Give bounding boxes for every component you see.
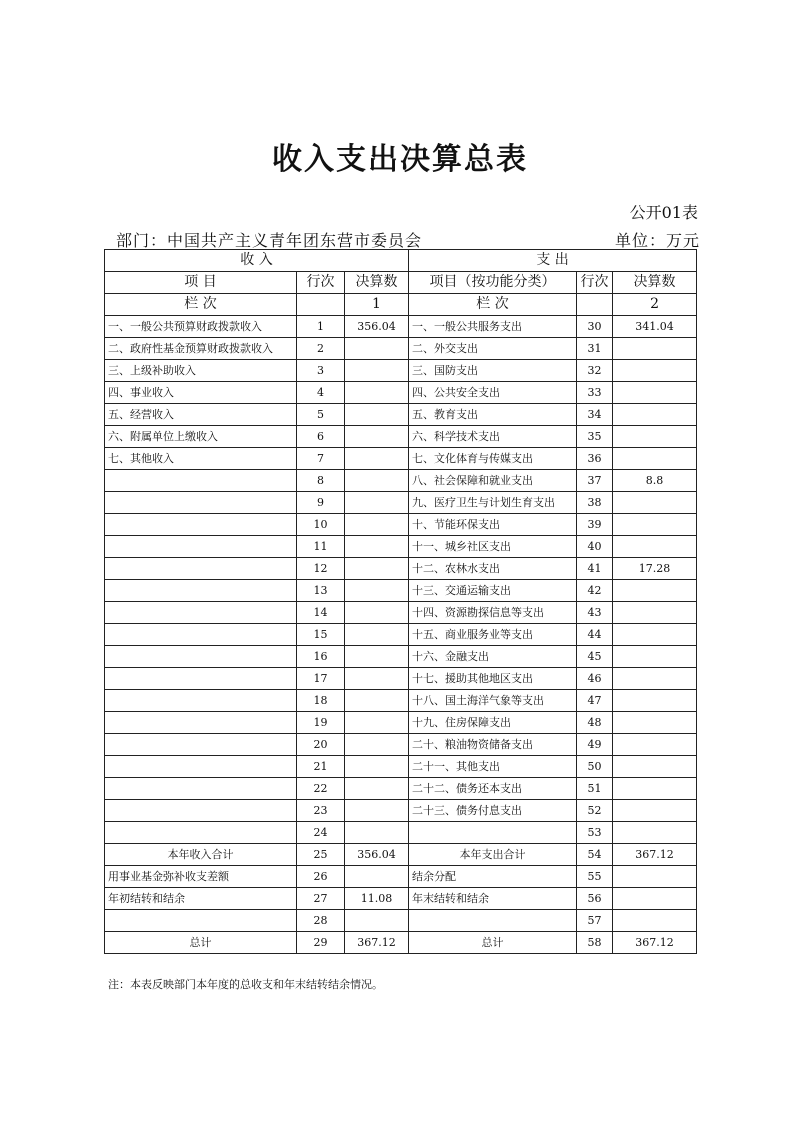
income-amount-cell: 367.12 — [345, 932, 409, 954]
income-amount-cell — [345, 734, 409, 756]
income-item-cell: 六、附属单位上缴收入 — [105, 426, 297, 448]
income-amount-cell — [345, 690, 409, 712]
expense-item-cell: 二十、粮油物资储备支出 — [409, 734, 577, 756]
table-row — [105, 910, 697, 932]
income-amount-cell — [345, 360, 409, 382]
col-index-label-right: 栏 次 — [409, 294, 577, 316]
expense-line-cell: 48 — [577, 712, 613, 734]
department-label: 部门：中国共产主义青年团东营市委员会 — [116, 231, 423, 250]
expense-line-cell: 36 — [577, 448, 613, 470]
income-line-cell: 5 — [297, 404, 345, 426]
expense-amount-cell — [613, 734, 697, 756]
col-index-empty — [297, 294, 345, 316]
income-item-cell: 二、政府性基金预算财政拨款收入 — [105, 338, 297, 360]
expense-amount-cell: 341.04 — [613, 316, 697, 338]
table-row — [105, 756, 697, 778]
expense-item-cell: 七、文化体育与传媒支出 — [409, 448, 577, 470]
income-line-cell: 25 — [297, 844, 345, 866]
expense-amount-cell — [613, 382, 697, 404]
table-row — [105, 404, 697, 426]
income-amount-cell — [345, 756, 409, 778]
table-row — [105, 602, 697, 624]
income-line-cell: 29 — [297, 932, 345, 954]
income-item-cell: 用事业基金弥补收支差额 — [105, 866, 297, 888]
income-amount-cell — [345, 404, 409, 426]
income-amount-cell — [345, 778, 409, 800]
income-item-cell: 三、上级补助收入 — [105, 360, 297, 382]
expense-item-cell: 八、社会保障和就业支出 — [409, 470, 577, 492]
section-header-row — [105, 250, 697, 272]
expense-amount-cell: 367.12 — [613, 844, 697, 866]
income-amount-cell — [345, 800, 409, 822]
table-row — [105, 514, 697, 536]
income-item-cell — [105, 668, 297, 690]
table-row — [105, 338, 697, 360]
expense-line-cell: 32 — [577, 360, 613, 382]
col-index-2: 2 — [613, 294, 697, 316]
meta-row — [116, 228, 700, 251]
expense-item-cell: 十一、城乡社区支出 — [409, 536, 577, 558]
expense-item-cell: 十九、住房保障支出 — [409, 712, 577, 734]
expense-line-cell: 49 — [577, 734, 613, 756]
expense-amount-cell — [613, 778, 697, 800]
expense-item-cell: 总计 — [409, 932, 577, 954]
income-line-cell: 15 — [297, 624, 345, 646]
income-line-cell: 21 — [297, 756, 345, 778]
table-row — [105, 822, 697, 844]
expense-item-cell: 十、节能环保支出 — [409, 514, 577, 536]
income-amount-cell — [345, 624, 409, 646]
expense-line-cell: 42 — [577, 580, 613, 602]
table-row — [105, 888, 697, 910]
expense-amount-cell — [613, 580, 697, 602]
expense-amount-cell — [613, 404, 697, 426]
column-header-row — [105, 272, 697, 294]
summary-table-body — [105, 250, 697, 954]
income-item-cell — [105, 536, 297, 558]
expense-line-cell: 52 — [577, 800, 613, 822]
expense-line-cell: 53 — [577, 822, 613, 844]
income-amount-cell — [345, 338, 409, 360]
income-amount-cell — [345, 536, 409, 558]
income-amount-cell — [345, 470, 409, 492]
table-row — [105, 778, 697, 800]
expense-line-cell: 51 — [577, 778, 613, 800]
income-amount-cell — [345, 580, 409, 602]
table-row — [105, 646, 697, 668]
income-amount-cell: 356.04 — [345, 316, 409, 338]
income-item-cell — [105, 734, 297, 756]
table-row — [105, 382, 697, 404]
expense-line-cell: 40 — [577, 536, 613, 558]
income-item-cell — [105, 646, 297, 668]
col-index-empty-right — [577, 294, 613, 316]
income-item-cell: 一、一般公共预算财政拨款收入 — [105, 316, 297, 338]
expense-amount-cell — [613, 888, 697, 910]
income-line-cell: 9 — [297, 492, 345, 514]
income-amount-cell — [345, 382, 409, 404]
footnote: 注：本表反映部门本年度的总收支和年末结转结余情况。 — [108, 978, 383, 991]
income-item-cell — [105, 910, 297, 932]
table-row — [105, 426, 697, 448]
expense-item-cell: 四、公共安全支出 — [409, 382, 577, 404]
expense-item-cell: 六、科学技术支出 — [409, 426, 577, 448]
expense-item-cell — [409, 822, 577, 844]
income-item-cell: 四、事业收入 — [105, 382, 297, 404]
income-item-cell — [105, 756, 297, 778]
income-amount-cell: 356.04 — [345, 844, 409, 866]
income-item-cell: 七、其他收入 — [105, 448, 297, 470]
col-index-1: 1 — [345, 294, 409, 316]
income-amount-cell — [345, 558, 409, 580]
income-amount-cell — [345, 910, 409, 932]
expense-item-cell: 十七、援助其他地区支出 — [409, 668, 577, 690]
expense-amount-cell — [613, 492, 697, 514]
expense-item-cell: 十四、资源勘探信息等支出 — [409, 602, 577, 624]
expense-amount-cell: 8.8 — [613, 470, 697, 492]
income-item-cell — [105, 514, 297, 536]
expense-line-cell: 30 — [577, 316, 613, 338]
income-item-cell — [105, 492, 297, 514]
expense-amount-cell — [613, 822, 697, 844]
expense-amount-cell — [613, 646, 697, 668]
income-amount-cell: 11.08 — [345, 888, 409, 910]
income-item-cell — [105, 624, 297, 646]
table-row — [105, 734, 697, 756]
form-code: 公开01表 — [629, 203, 698, 222]
expense-amount-cell — [613, 536, 697, 558]
income-line-cell: 10 — [297, 514, 345, 536]
expense-item-cell: 年末结转和结余 — [409, 888, 577, 910]
expense-amount-cell — [613, 690, 697, 712]
expense-amount-cell: 367.12 — [613, 932, 697, 954]
income-amount-cell — [345, 492, 409, 514]
expense-item-cell: 十八、国土海洋气象等支出 — [409, 690, 577, 712]
expense-line-cell: 38 — [577, 492, 613, 514]
table-row — [105, 492, 697, 514]
income-line-cell: 12 — [297, 558, 345, 580]
expense-item-cell: 九、医疗卫生与计划生育支出 — [409, 492, 577, 514]
expense-item-cell: 三、国防支出 — [409, 360, 577, 382]
income-line-cell: 18 — [297, 690, 345, 712]
income-amount-cell — [345, 514, 409, 536]
table-row — [105, 470, 697, 492]
expense-item-cell: 二十一、其他支出 — [409, 756, 577, 778]
expense-amount-cell — [613, 668, 697, 690]
expense-item-cell: 一、一般公共服务支出 — [409, 316, 577, 338]
income-amount-cell — [345, 866, 409, 888]
income-line-cell: 14 — [297, 602, 345, 624]
expense-line-cell: 41 — [577, 558, 613, 580]
unit-label: 单位：万元 — [614, 231, 700, 250]
income-line-cell: 27 — [297, 888, 345, 910]
col-header-item-func: 项目（按功能分类） — [409, 272, 577, 294]
income-item-cell: 年初结转和结余 — [105, 888, 297, 910]
expense-line-cell: 34 — [577, 404, 613, 426]
expense-line-cell: 54 — [577, 844, 613, 866]
expense-amount-cell — [613, 360, 697, 382]
expense-line-cell: 44 — [577, 624, 613, 646]
table-row — [105, 668, 697, 690]
income-line-cell: 19 — [297, 712, 345, 734]
expense-line-cell: 37 — [577, 470, 613, 492]
income-amount-cell — [345, 448, 409, 470]
income-line-cell: 1 — [297, 316, 345, 338]
income-section-header: 收 入 — [105, 250, 409, 272]
income-item-cell: 本年收入合计 — [105, 844, 297, 866]
expense-item-cell — [409, 910, 577, 932]
expense-amount-cell — [613, 712, 697, 734]
table-row — [105, 558, 697, 580]
income-line-cell: 28 — [297, 910, 345, 932]
expense-line-cell: 47 — [577, 690, 613, 712]
table-row — [105, 844, 697, 866]
col-header-line-right: 行次 — [577, 272, 613, 294]
expense-amount-cell — [613, 448, 697, 470]
expense-item-cell: 结余分配 — [409, 866, 577, 888]
expense-amount-cell — [613, 426, 697, 448]
expense-item-cell: 五、教育支出 — [409, 404, 577, 426]
expense-amount-cell — [613, 338, 697, 360]
income-item-cell — [105, 712, 297, 734]
income-item-cell — [105, 690, 297, 712]
income-line-cell: 6 — [297, 426, 345, 448]
expense-amount-cell: 17.28 — [613, 558, 697, 580]
expense-line-cell: 46 — [577, 668, 613, 690]
table-row — [105, 580, 697, 602]
table-row — [105, 866, 697, 888]
income-item-cell — [105, 580, 297, 602]
expense-item-cell: 十六、金融支出 — [409, 646, 577, 668]
expense-line-cell: 43 — [577, 602, 613, 624]
table-row — [105, 800, 697, 822]
income-item-cell — [105, 470, 297, 492]
expense-line-cell: 58 — [577, 932, 613, 954]
page-title: 收入支出决算总表 — [272, 142, 528, 177]
income-item-cell — [105, 822, 297, 844]
table-row — [105, 624, 697, 646]
table-row — [105, 932, 697, 954]
expense-amount-cell — [613, 800, 697, 822]
col-index-label: 栏 次 — [105, 294, 297, 316]
expense-line-cell: 39 — [577, 514, 613, 536]
expense-amount-cell — [613, 866, 697, 888]
income-line-cell: 26 — [297, 866, 345, 888]
expense-item-cell: 二十三、债务付息支出 — [409, 800, 577, 822]
expense-line-cell: 56 — [577, 888, 613, 910]
table-row — [105, 712, 697, 734]
expense-amount-cell — [613, 756, 697, 778]
income-line-cell: 24 — [297, 822, 345, 844]
income-line-cell: 16 — [297, 646, 345, 668]
income-line-cell: 11 — [297, 536, 345, 558]
col-header-item: 项 目 — [105, 272, 297, 294]
expense-amount-cell — [613, 624, 697, 646]
income-line-cell: 8 — [297, 470, 345, 492]
income-line-cell: 20 — [297, 734, 345, 756]
expense-section-header: 支 出 — [409, 250, 697, 272]
expense-item-cell: 十二、农林水支出 — [409, 558, 577, 580]
expense-amount-cell — [613, 602, 697, 624]
expense-item-cell: 十三、交通运输支出 — [409, 580, 577, 602]
expense-line-cell: 55 — [577, 866, 613, 888]
expense-amount-cell — [613, 910, 697, 932]
table-row — [105, 690, 697, 712]
table-row — [105, 316, 697, 338]
income-line-cell: 23 — [297, 800, 345, 822]
income-amount-cell — [345, 602, 409, 624]
income-line-cell: 2 — [297, 338, 345, 360]
col-header-amount-right: 决算数 — [613, 272, 697, 294]
table-row — [105, 448, 697, 470]
income-amount-cell — [345, 712, 409, 734]
income-line-cell: 17 — [297, 668, 345, 690]
income-line-cell: 7 — [297, 448, 345, 470]
income-line-cell: 22 — [297, 778, 345, 800]
income-item-cell — [105, 602, 297, 624]
expense-item-cell: 二十二、债务还本支出 — [409, 778, 577, 800]
income-item-cell — [105, 558, 297, 580]
expense-line-cell: 57 — [577, 910, 613, 932]
expense-line-cell: 50 — [577, 756, 613, 778]
income-line-cell: 3 — [297, 360, 345, 382]
income-amount-cell — [345, 426, 409, 448]
table-row — [105, 536, 697, 558]
expense-item-cell: 本年支出合计 — [409, 844, 577, 866]
income-amount-cell — [345, 668, 409, 690]
expense-line-cell: 35 — [577, 426, 613, 448]
income-line-cell: 4 — [297, 382, 345, 404]
income-item-cell: 五、经营收入 — [105, 404, 297, 426]
income-line-cell: 13 — [297, 580, 345, 602]
income-amount-cell — [345, 646, 409, 668]
income-amount-cell — [345, 822, 409, 844]
column-index-row — [105, 294, 697, 316]
expense-line-cell: 45 — [577, 646, 613, 668]
expense-line-cell: 31 — [577, 338, 613, 360]
table-row — [105, 360, 697, 382]
income-item-cell: 总计 — [105, 932, 297, 954]
expense-line-cell: 33 — [577, 382, 613, 404]
expense-item-cell: 二、外交支出 — [409, 338, 577, 360]
expense-item-cell: 十五、商业服务业等支出 — [409, 624, 577, 646]
col-header-line: 行次 — [297, 272, 345, 294]
income-item-cell — [105, 778, 297, 800]
col-header-amount: 决算数 — [345, 272, 409, 294]
expense-amount-cell — [613, 514, 697, 536]
summary-table — [104, 249, 697, 954]
income-item-cell — [105, 800, 297, 822]
